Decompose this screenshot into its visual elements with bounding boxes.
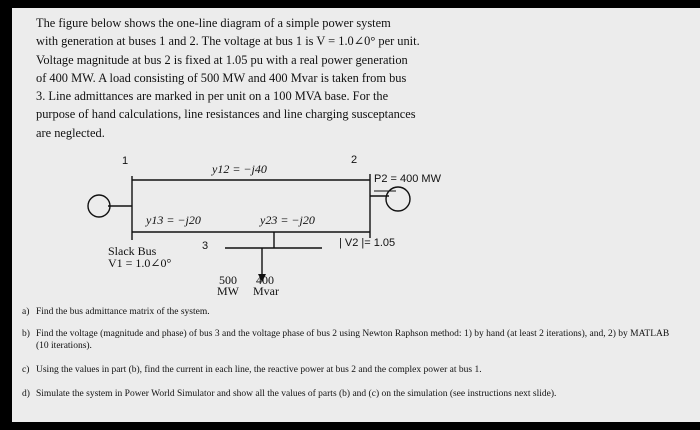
question-a: a) Find the bus admittance matrix of the system. xyxy=(22,307,210,317)
question-d: d) Simulate the system in Power World Simulator and show all the values of parts (b) and (c) on the simulation (see instructions next slide). xyxy=(22,389,557,399)
generator-1-icon xyxy=(88,195,110,217)
question-b: b) Find the voltage (magnitude and phase) of bus 3 and the voltage phase of bus 2 using Newton Raphson method: 1) by hand (at least 2 iterations), and, 2) by MATLAB (10 iterations). xyxy=(22,329,670,351)
bus-2-label: 2 xyxy=(351,154,358,166)
document-page xyxy=(12,8,700,422)
load-q-unit: Mvar xyxy=(253,284,279,298)
statement-line: purpose of hand calculations, line resistances and line charging susceptances xyxy=(36,107,416,122)
load-p-unit: MW xyxy=(217,284,239,298)
statement-line: The figure below shows the one-line diagram of a simple power system xyxy=(36,16,391,30)
y13-label: y13 = −j20 xyxy=(146,213,201,227)
bus-3-label: 3 xyxy=(202,240,209,252)
y12-label: y12 = −j40 xyxy=(212,162,267,176)
load-q-value: 400 xyxy=(256,273,274,287)
y23-label: y23 = −j20 xyxy=(260,213,315,227)
bus-1-label: 1 xyxy=(122,155,129,167)
slack-bus-title: Slack Bus xyxy=(108,244,157,258)
statement-line: 3. Line admittances are marked in per unit on a 100 MVA base. For the xyxy=(36,89,389,104)
load-p-value: 500 xyxy=(219,273,237,287)
v2-label: | V2 |= 1.05 xyxy=(339,237,396,249)
question-c: c) Using the values in part (b), find the current in each line, the reactive power at bus 2 and the complex power at bus 1. xyxy=(22,365,482,375)
statement-line: with generation at buses 1 and 2. The voltage at bus 1 is V = 1.0∠0° per unit. xyxy=(36,34,420,49)
statement-line: of 400 MW. A load consisting of 500 MW and 400 Mvar is taken from bus xyxy=(36,70,407,85)
statement-line: are neglected. xyxy=(36,125,105,140)
slack-bus-voltage: V1 = 1.0∠0° xyxy=(108,256,172,270)
statement-line: Voltage magnitude at bus 2 is fixed at 1.05 pu with a real power generation xyxy=(36,52,408,67)
p2-label: P2 = 400 MW xyxy=(374,173,441,185)
